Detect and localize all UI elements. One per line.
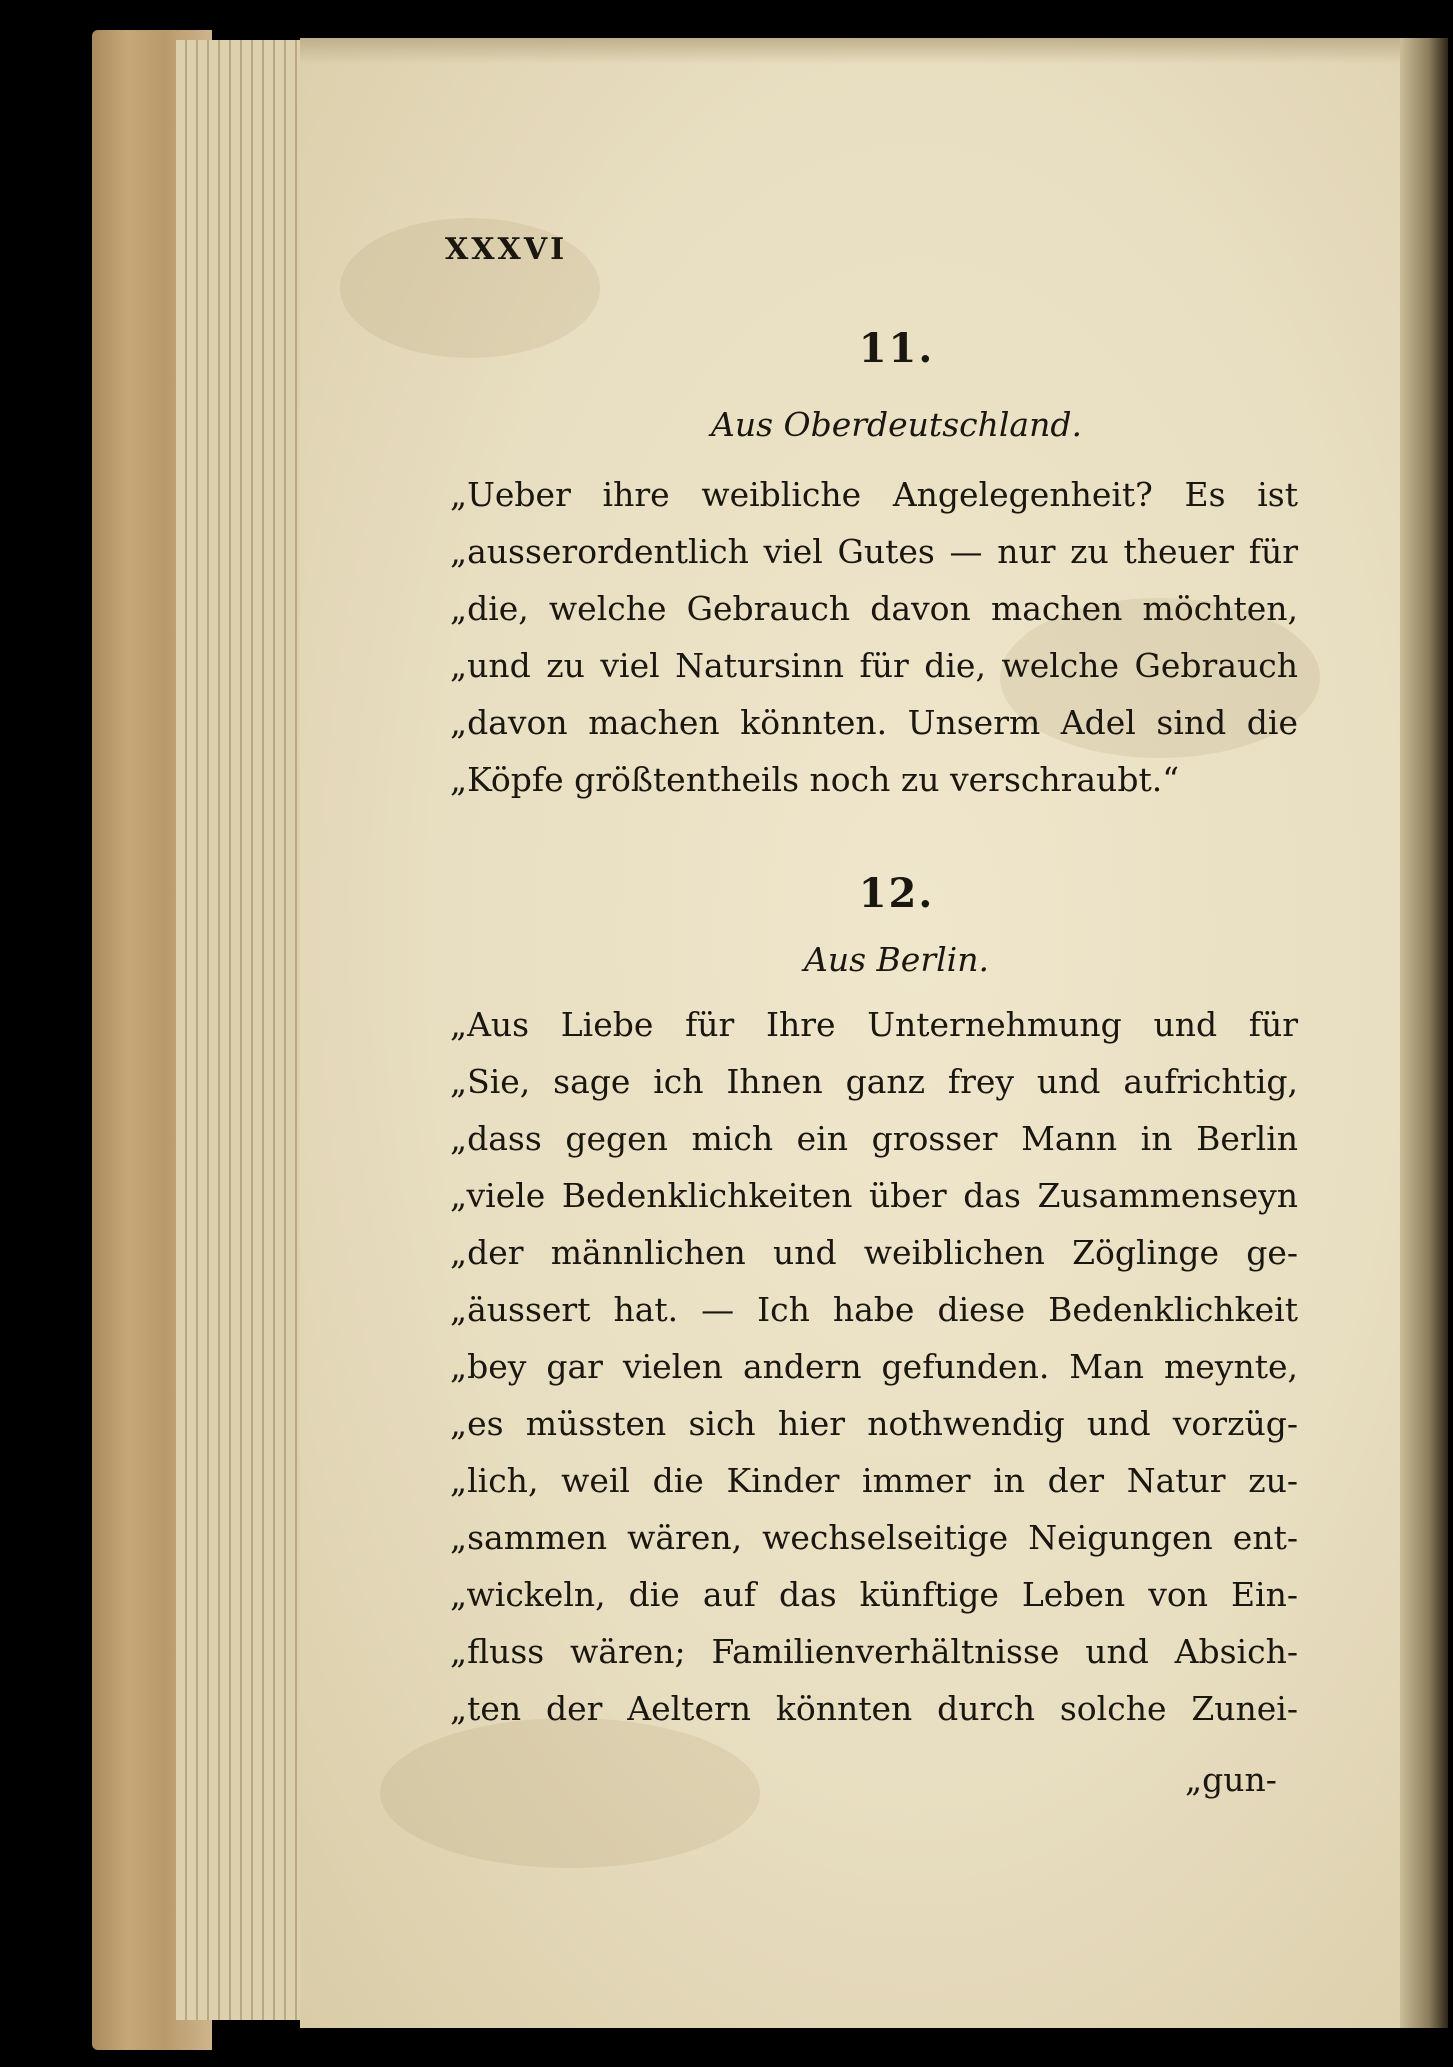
section-heading: Aus Berlin.	[804, 940, 989, 979]
text-line: „fluss wären; Familienverhältnisse und Absich-	[450, 1632, 1298, 1671]
foxing-stain	[380, 1718, 760, 1868]
text-line: „lich, weil die Kinder immer in der Natur zu-	[450, 1461, 1298, 1500]
text-line: „wickeln, die auf das künftige Leben von Ein-	[450, 1575, 1298, 1614]
text-line: „Köpfe größtentheils noch zu verschraubt.“	[450, 760, 1180, 799]
text-line: „äussert hat. — Ich habe diese Bedenklichkeit	[450, 1290, 1298, 1329]
text-line: „ten der Aeltern könnten durch solche Zunei-	[450, 1689, 1298, 1728]
text-line: „der männlichen und weiblichen Zöglinge ge-	[450, 1233, 1298, 1272]
text-line: „Aus Liebe für Ihre Unternehmung und für	[450, 1005, 1298, 1044]
text-line: „und zu viel Natursinn für die, welche Gebrauch	[450, 646, 1298, 685]
text-line: „sammen wären, wechselseitige Neigungen ent-	[450, 1518, 1298, 1557]
section-number: 12.	[858, 870, 935, 917]
text-line: „die, welche Gebrauch davon machen möchten,	[450, 589, 1298, 628]
text-line: „davon machen könnten. Unserm Adel sind die	[450, 703, 1298, 742]
text-line: „Sie, sage ich Ihnen ganz frey und aufrichtig,	[450, 1062, 1298, 1101]
section-number: 11.	[858, 325, 935, 372]
catchword: „gun-	[1185, 1760, 1277, 1799]
text-line: „dass gegen mich ein grosser Mann in Berlin	[450, 1119, 1298, 1158]
text-line: „ausserordentlich viel Gutes — nur zu theuer für	[450, 532, 1298, 571]
text-line: „es müssten sich hier nothwendig und vorzüg-	[450, 1404, 1298, 1443]
page-folio: XXXVI	[445, 232, 568, 267]
page-top-shadow	[300, 38, 1420, 64]
section-heading: Aus Oberdeutschland.	[711, 405, 1082, 444]
text-line: „bey gar vielen andern gefunden. Man meynte,	[450, 1347, 1298, 1386]
text-line: „viele Bedenklichkeiten über das Zusammenseyn	[450, 1176, 1298, 1215]
text-line: „Ueber ihre weibliche Angelegenheit? Es ist	[450, 475, 1298, 514]
